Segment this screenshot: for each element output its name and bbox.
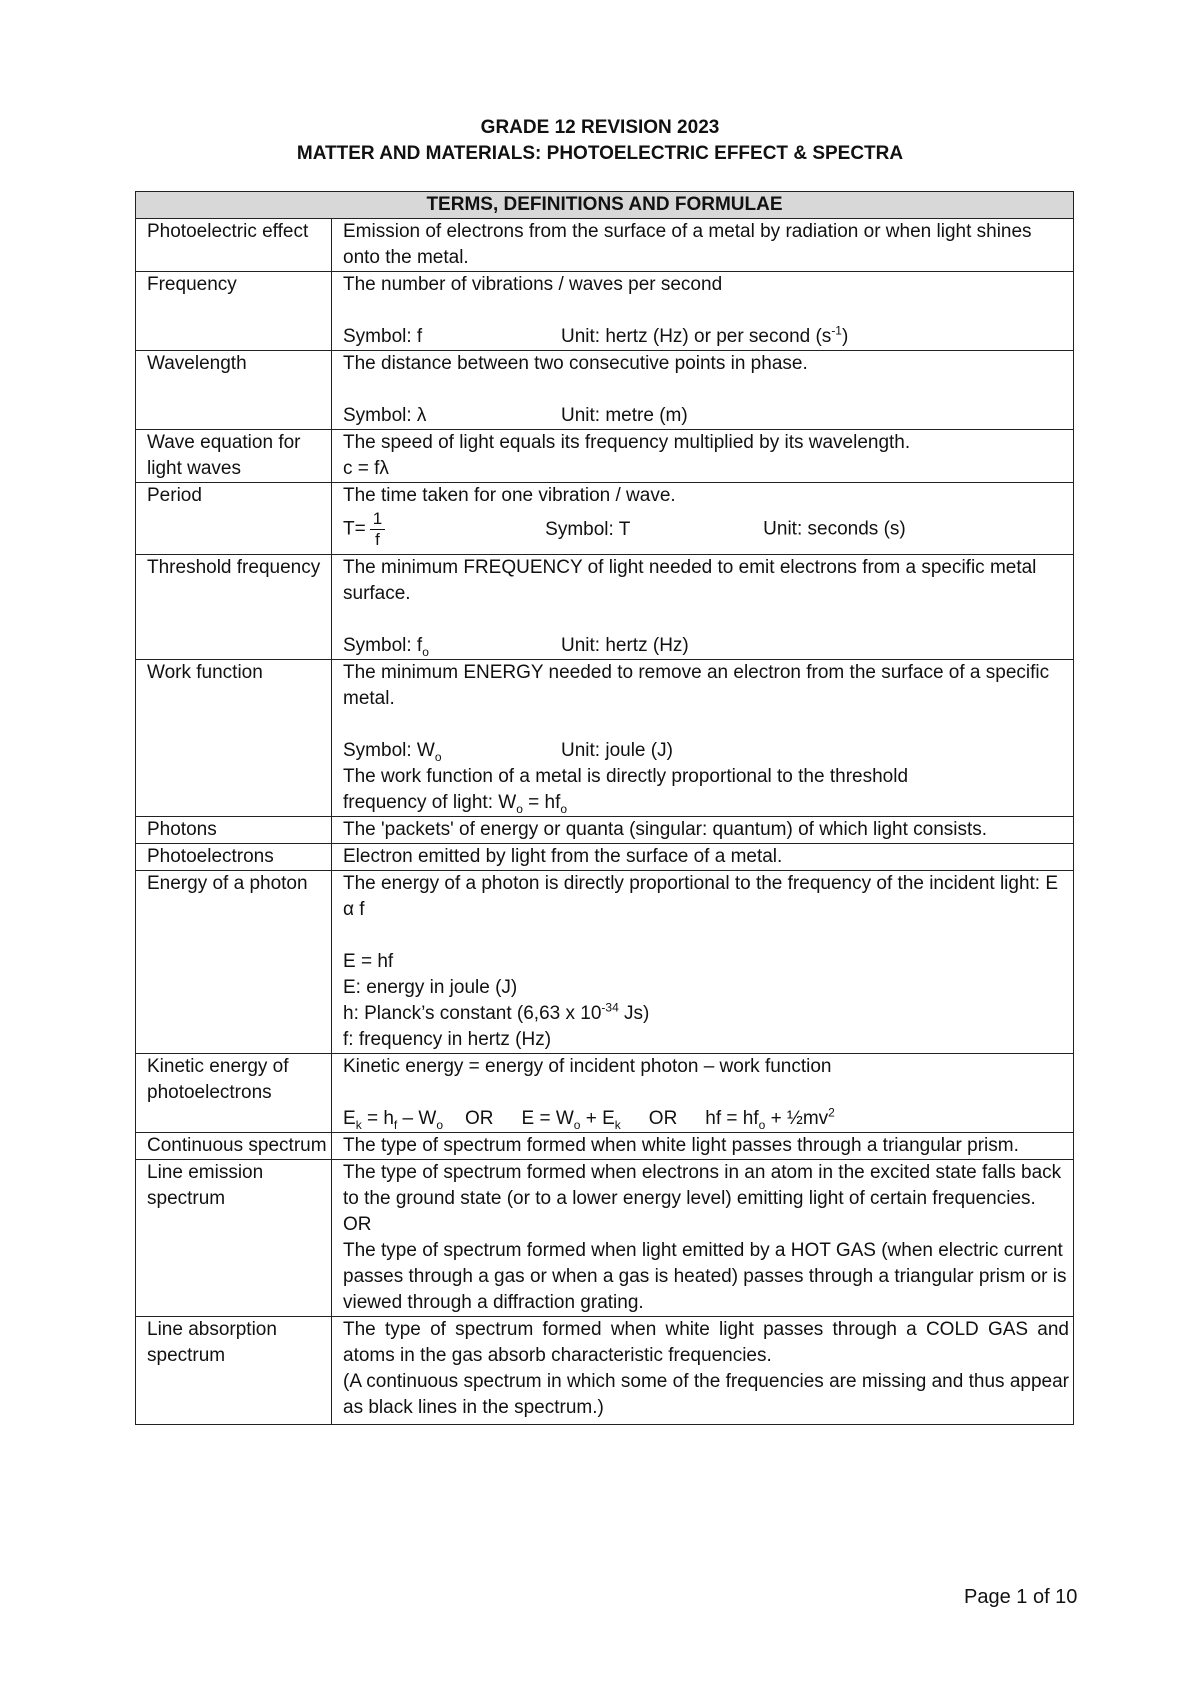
formula-text: E <box>343 1108 356 1129</box>
formula-subscript: o <box>758 1117 766 1132</box>
term-cell: Line emission spectrum <box>136 1160 332 1317</box>
definition-text: The minimum ENERGY needed to remove an electron from the surface of a specific metal. <box>343 662 1050 709</box>
work-function-formula <box>343 790 1069 816</box>
definition-cell <box>332 871 1074 1054</box>
page-number: Page 1 of 10 <box>964 1586 1078 1608</box>
table-row <box>136 430 1074 483</box>
term-cell: Line absorption spectrum <box>136 1317 332 1425</box>
definition-text: Kinetic energy = energy of incident photon – work function <box>343 1056 832 1077</box>
definition-text: The speed of light equals its frequency multiplied by its wavelength. <box>343 432 911 453</box>
exponent: 2 <box>828 1105 835 1120</box>
definition-text: The distance between two consecutive points in phase. <box>343 353 808 374</box>
unit-superscript: -1 <box>831 323 842 338</box>
term-cell: Photoelectrons <box>136 844 332 871</box>
formula-text: hf = hf <box>705 1108 759 1129</box>
table-row <box>136 844 1074 871</box>
term-cell: Photons <box>136 817 332 844</box>
formula-text: frequency of light: W <box>343 792 517 813</box>
formula-subscript: f <box>393 1117 398 1132</box>
symbol-text: Symbol: T <box>545 518 631 540</box>
term-cell: Period <box>136 483 332 555</box>
term-cell: Wavelength <box>136 351 332 430</box>
definition-text: The energy of a photon is directly proportional to the frequency of the incident light: E α f <box>343 873 1059 920</box>
table-row <box>136 272 1074 351</box>
fraction-denominator: f <box>375 530 380 549</box>
kinetic-formula-line <box>343 1106 1069 1132</box>
definition-text: The minimum FREQUENCY of light needed to emit electrons from a specific metal surface. <box>343 557 1037 604</box>
symbol-unit-line <box>343 738 1069 764</box>
definition-text: The number of vibrations / waves per second <box>343 274 723 295</box>
definition-cell <box>332 351 1074 430</box>
unit-text: Unit: hertz (Hz) or per second (s <box>561 326 832 347</box>
unit-text: Unit: hertz (Hz) <box>561 635 689 656</box>
formula-text: – W <box>397 1108 437 1129</box>
formula-subscript: o <box>560 801 568 816</box>
definition-text: The type of spectrum formed when electrons in an atom in the excited state falls back to the ground state (or to a lower energy level) emitting light of certain frequencies. <box>343 1162 1062 1209</box>
symbol-text: Symbol: f <box>343 635 423 656</box>
formula-text: = h <box>361 1108 394 1129</box>
exponent: -34 <box>601 1000 619 1015</box>
table-row <box>136 1160 1074 1317</box>
page-title: GRADE 12 REVISION 2023 <box>480 117 720 138</box>
unit-text: Unit: metre (m) <box>561 405 688 426</box>
term-cell: Work function <box>136 660 332 817</box>
table-row <box>136 817 1074 844</box>
formula-text: E = hf <box>343 951 394 972</box>
table-row <box>136 483 1074 555</box>
definition-cell <box>332 555 1074 660</box>
definition-text: f: frequency in hertz (Hz) <box>343 1029 552 1050</box>
table-row <box>136 555 1074 660</box>
formula-subscript: o <box>573 1117 581 1132</box>
table-row <box>136 1317 1074 1425</box>
definitions-table <box>135 191 1074 1425</box>
period-formula-line <box>343 509 1069 550</box>
symbol-text: Symbol: f <box>343 326 423 347</box>
formula-text: c = fλ <box>343 458 389 479</box>
definition-text: The time taken for one vibration / wave. <box>343 485 676 506</box>
symbol-unit-line <box>343 324 1069 350</box>
symbol-unit-line <box>343 633 1069 659</box>
definition-text: The type of spectrum formed when light emitted by a HOT GAS (when electric current passes through a gas or when a gas is heated) passes through a triangular prism or is viewed through a diffraction grating. <box>343 1240 1067 1313</box>
definition-text: h: Planck’s constant (6,63 x 10 <box>343 1003 602 1024</box>
or-text: OR <box>648 1108 678 1129</box>
definition-cell <box>332 483 1074 555</box>
formula-subscript: o <box>436 1117 444 1132</box>
term-cell: Frequency <box>136 272 332 351</box>
formula-text: + E <box>580 1108 615 1129</box>
definition-text: (A continuous spectrum in which some of the frequencies are missing and thus appear as black lines in the spectrum.) <box>343 1371 1069 1418</box>
formula-text: = hf <box>522 792 561 813</box>
fraction-numerator: 1 <box>370 509 385 530</box>
or-text: OR <box>343 1214 372 1235</box>
term-cell: Wave equation for light waves <box>136 430 332 483</box>
definition-cell <box>332 430 1074 483</box>
definition-cell: The type of spectrum formed when white light passes through a triangular prism. <box>332 1133 1074 1160</box>
definition-cell <box>332 1160 1074 1317</box>
planck-line <box>343 1001 1069 1027</box>
formula-text: + ½mv <box>765 1108 829 1129</box>
term-cell: Threshold frequency <box>136 555 332 660</box>
symbol-text: Symbol: λ <box>343 405 427 426</box>
table-row <box>136 351 1074 430</box>
formula-subscript: k <box>355 1117 362 1132</box>
definition-cell: Electron emitted by light from the surface of a metal. <box>332 844 1074 871</box>
formula-subscript: o <box>516 801 523 816</box>
table-heading: TERMS, DEFINITIONS AND FORMULAE <box>136 192 1074 219</box>
symbol-unit-line <box>343 403 1069 429</box>
unit-text: Unit: seconds (s) <box>763 518 906 540</box>
table-row <box>136 219 1074 272</box>
unit-end: ) <box>841 326 849 347</box>
term-cell: Energy of a photon <box>136 871 332 1054</box>
term-cell: Kinetic energy of photoelectrons <box>136 1054 332 1133</box>
definition-cell <box>332 1054 1074 1133</box>
symbol-text: Symbol: W <box>343 740 435 761</box>
formula-subscript: k <box>614 1117 621 1132</box>
unit-text: Unit: joule (J) <box>561 740 673 761</box>
definition-cell <box>332 660 1074 817</box>
term-cell: Continuous spectrum <box>136 1133 332 1160</box>
table-row <box>136 660 1074 817</box>
definition-text: The type of spectrum formed when white light passes through a COLD GAS and atoms in the gas absorb characteristic frequencies. <box>343 1319 1069 1366</box>
formula-lhs: T= <box>343 518 366 540</box>
term-cell: Photoelectric effect <box>136 219 332 272</box>
symbol-subscript: o <box>434 749 442 764</box>
table-row <box>136 1054 1074 1133</box>
definition-text: The work function of a metal is directly proportional to the threshold <box>343 766 909 787</box>
definition-cell <box>332 1317 1074 1425</box>
definition-cell <box>332 272 1074 351</box>
table-row <box>136 1133 1074 1160</box>
table-header-row <box>136 192 1074 219</box>
page-subtitle: MATTER AND MATERIALS: PHOTOELECTRIC EFFECT & SPECTRA <box>296 143 904 164</box>
definition-text: Js) <box>618 1003 650 1024</box>
or-text: OR <box>465 1108 494 1129</box>
definition-cell: Emission of electrons from the surface of a metal by radiation or when light shines onto the metal. <box>332 219 1074 272</box>
fraction <box>370 509 385 550</box>
definition-cell: The 'packets' of energy or quanta (singular: quantum) of which light consists. <box>332 817 1074 844</box>
formula-text: E = W <box>521 1108 574 1129</box>
symbol-subscript: o <box>422 644 429 659</box>
table-row <box>136 871 1074 1054</box>
definition-text: E: energy in joule (J) <box>343 977 518 998</box>
